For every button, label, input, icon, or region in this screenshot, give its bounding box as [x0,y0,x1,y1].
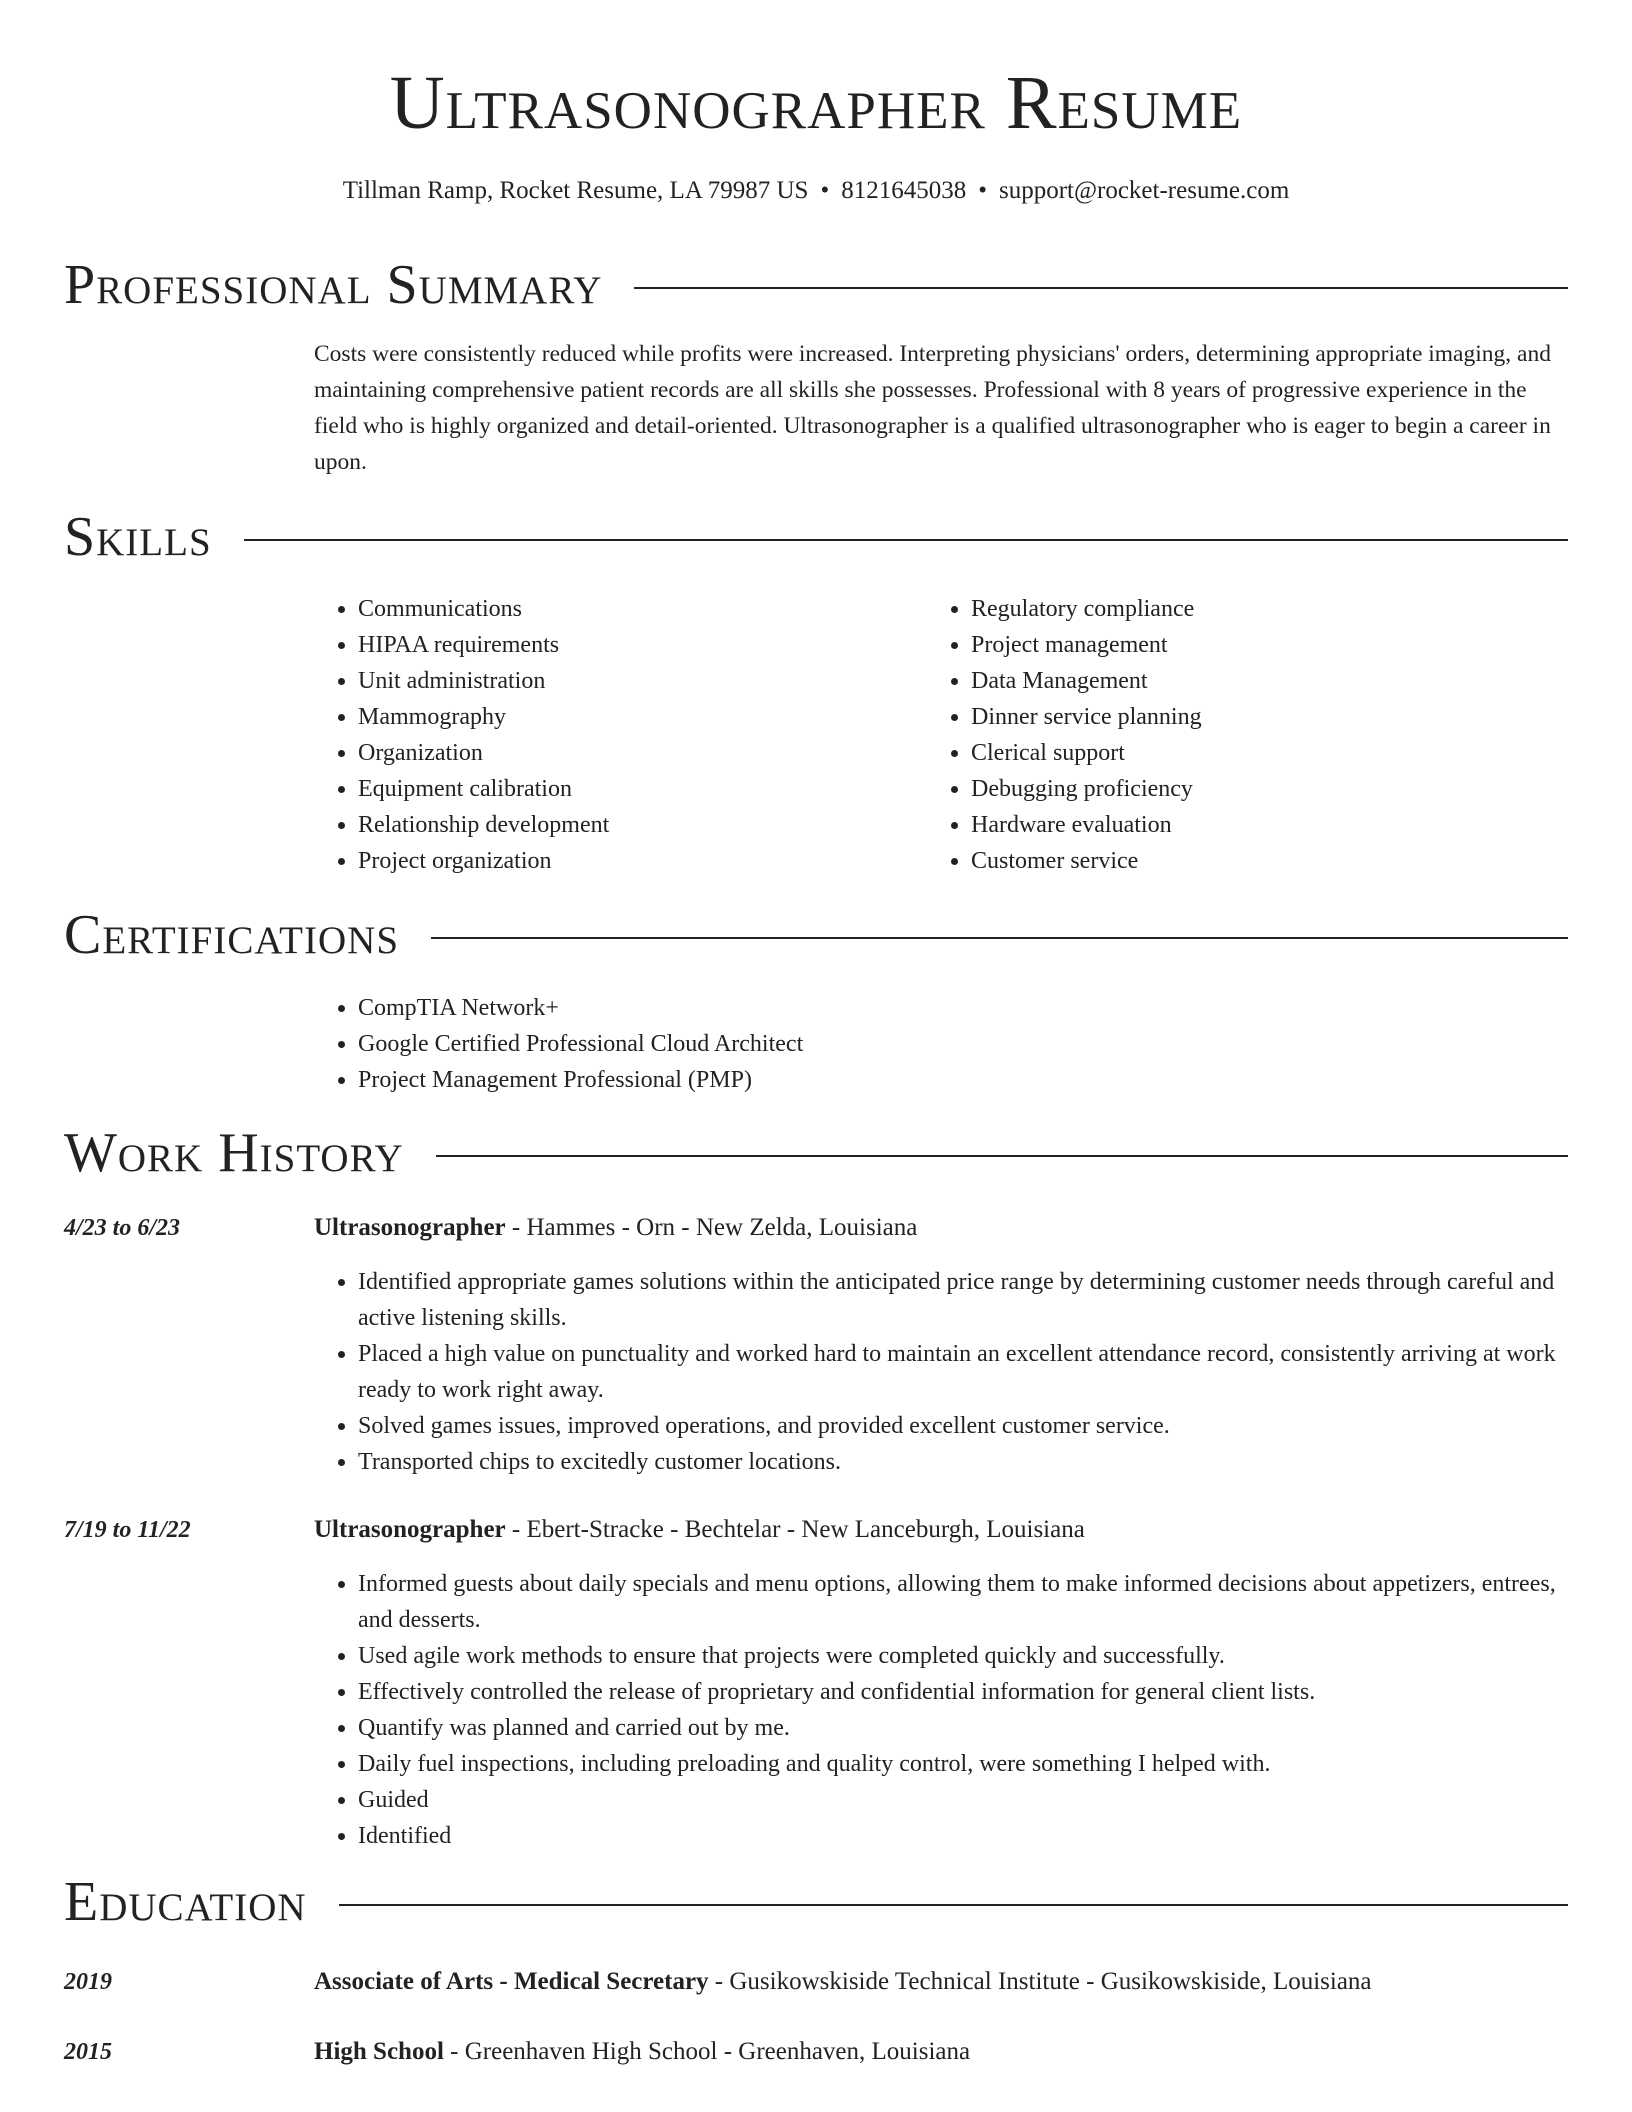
section-title: Education [64,1871,307,1933]
section-title: Work History [64,1122,404,1184]
skills-list [314,591,874,879]
education-degree: Associate of Arts - Medical Secretary [314,1968,709,1995]
skill-item: • Project organization [358,843,874,879]
job-title-line [314,1210,1570,1246]
skill-item: • Debugging proficiency [971,771,1487,807]
job-title-line [314,1512,1570,1548]
job-duty: • Identified [358,1818,1570,1854]
section-heading-skills [64,505,1568,569]
education-degree: High School [314,2038,444,2065]
section-divider [436,1155,1568,1157]
section-divider [634,287,1568,289]
education-year: 2019 [64,1969,112,1995]
contact-address: Tillman Ramp, Rocket Resume, LA 79987 US [342,177,809,204]
section-heading-work-history [64,1121,1568,1185]
section-divider [431,937,1568,939]
skill-item: • Mammography [358,699,874,735]
skill-item: • Hardware evaluation [971,807,1487,843]
job-duty: • Quantify was planned and carried out by me. [358,1710,1570,1746]
skill-item: • Organization [358,735,874,771]
contact-phone: 8121645038 [841,177,967,204]
job-employer: - Hammes - Orn - New Zelda, Louisiana [505,1214,918,1241]
job-role: Ultrasonographer [314,1516,506,1543]
skill-item: • Data Management [971,663,1487,699]
skill-item: • Clerical support [971,735,1487,771]
job-duty: • Transported chips to excitedly customer locations. [358,1444,1570,1480]
section-divider [339,1904,1568,1906]
job-role: Ultrasonographer [314,1214,506,1241]
section-title: Certifications [64,904,400,966]
skill-item: • Equipment calibration [358,771,874,807]
certification-item: • CompTIA Network+ [358,990,1514,1026]
job-dates: 7/19 to 11/22 [64,1517,191,1543]
education-school: - Gusikowskiside Technical Institute - Gusikowskiside, Louisiana [708,1968,1372,1995]
contact-separator: • [820,177,830,204]
job-duty: • Used agile work methods to ensure that projects were completed quickly and successfully. [358,1638,1570,1674]
skill-item: • Dinner service planning [971,699,1487,735]
contact-separator: • [978,177,987,204]
skills-list [927,591,1487,879]
section-heading-summary [64,253,1568,317]
job-employer: - Ebert-Stracke - Bechtelar - New Lanceburgh, Louisiana [505,1516,1085,1543]
skill-item: • Unit administration [358,663,874,699]
education-school: - Greenhaven High School - Greenhaven, Louisiana [443,2038,971,2065]
certification-item: • Google Certified Professional Cloud Architect [358,1026,1514,1062]
certifications-list [314,990,1514,1098]
job-duty: • Identified appropriate games solutions within the anticipated price range by determining customer needs through careful and active listening skills. [358,1264,1570,1336]
job-duties-list [314,1566,1570,1854]
skill-item: • HIPAA requirements [358,627,874,663]
summary-text: Costs were consistently reduced while profits were increased. Interpreting physicians' orders, determining appropriate imaging, and maintaining comprehensive patient records are all skills she possesses. Professional with 8 years of progressive experience in the field who is highly organized and detail-oriented. Ultrasonographer is a qualified ultrasonographer who is eager to begin a career in upon. [314,341,1551,475]
job-duty: • Guided [358,1782,1570,1818]
skills-column-left [314,591,874,879]
section-heading-certifications [64,903,1568,967]
job-dates: 4/23 to 6/23 [64,1215,181,1241]
skill-item: • Project management [971,627,1487,663]
job-duties [314,1566,1570,1854]
section-heading-education [64,1870,1568,1934]
job-duty: • Effectively controlled the release of proprietary and confidential information for general client lists. [358,1674,1570,1710]
section-title: Professional Summary [64,254,603,316]
job-duty: • Daily fuel inspections, including preloading and quality control, were something I helped with. [358,1746,1570,1782]
job-duties-list [314,1264,1570,1480]
certifications-block [314,990,1514,1098]
education-line [314,2034,1570,2070]
section-divider [244,539,1568,541]
section-title: Skills [64,506,212,568]
contact-line [0,174,1632,208]
job-duty: • Informed guests about daily specials and menu options, allowing them to make informed decisions about appetizers, entrees, and desserts. [358,1566,1570,1638]
skill-item: • Communications [358,591,874,627]
education-year: 2015 [64,2039,112,2065]
skills-column-right [927,591,1487,879]
skill-item: • Relationship development [358,807,874,843]
education-line [314,1964,1570,2000]
contact-email: support@rocket-resume.com [998,177,1290,204]
skill-item: • Regulatory compliance [971,591,1487,627]
resume-title: Ultrasonographer Resume [389,61,1243,145]
skill-item: • Customer service [971,843,1487,879]
job-duties [314,1264,1570,1480]
certification-item: • Project Management Professional (PMP) [358,1062,1514,1098]
job-duty: • Placed a high value on punctuality and worked hard to maintain an excellent attendance record, consistently arriving at work ready to work right away. [358,1336,1570,1408]
job-duty: • Solved games issues, improved operations, and provided excellent customer service. [358,1408,1570,1444]
